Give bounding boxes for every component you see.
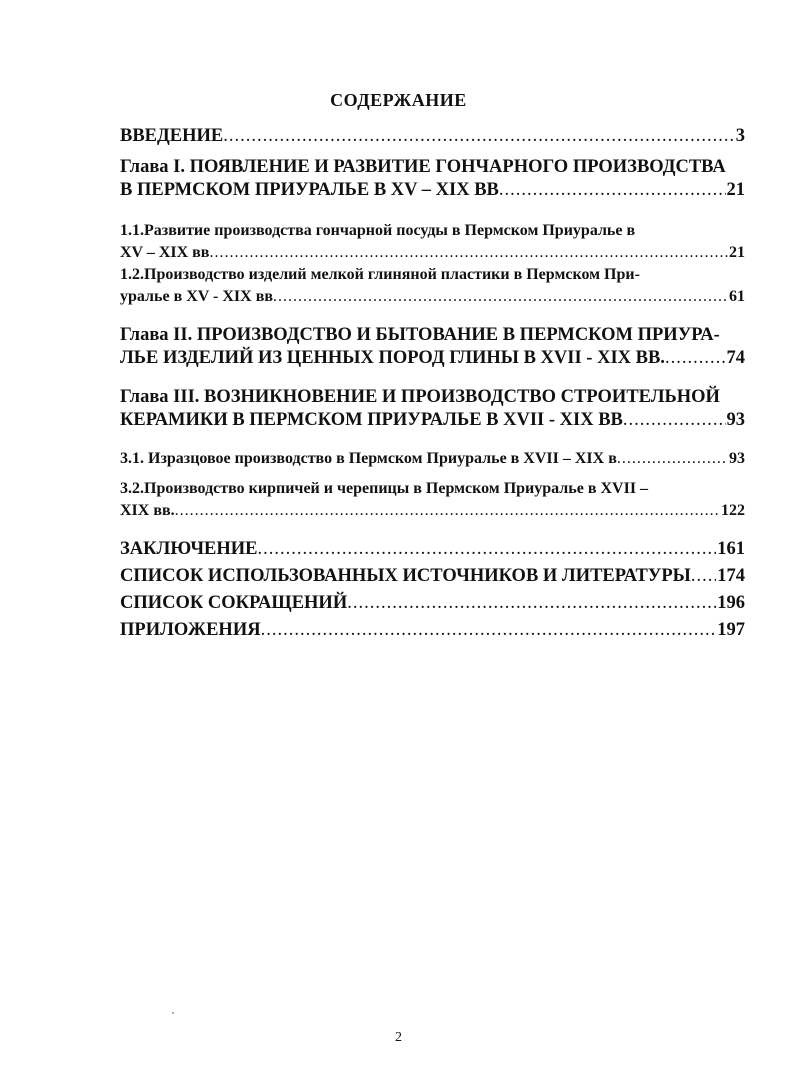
- toc-entry-label-line: 3.2.Производство кирпичей и черепицы в Пермском Приуралье в XVII –: [120, 480, 649, 497]
- toc-entry-sources: [120, 565, 745, 588]
- toc-entry-section-1-2: [120, 264, 745, 308]
- table-of-contents: [120, 125, 745, 642]
- dot-leader: [175, 500, 720, 522]
- toc-entry-label-line: 1.1.Развитие производства гончарной посуды в Пермском Приуралье в: [120, 222, 636, 239]
- toc-page-number: 197: [717, 620, 745, 640]
- toc-entry-appendices: [120, 619, 745, 642]
- toc-page-number: 21: [729, 244, 745, 261]
- dot-leader: [347, 592, 716, 615]
- toc-entry-label: XV – XIX вв: [120, 244, 210, 261]
- dot-leader: [691, 565, 716, 588]
- dot-leader: [258, 538, 717, 561]
- toc-page-number: 21: [726, 180, 745, 200]
- toc-entry-section-1-1: [120, 220, 745, 264]
- toc-entry-chapter-2: [120, 324, 745, 370]
- toc-title: СОДЕРЖАНИЕ: [330, 90, 467, 110]
- dot-leader: [665, 347, 726, 370]
- toc-entry-label: 3.1. Изразцовое производство в Пермском Приуралье в XVII – XIX в: [120, 450, 617, 467]
- toc-entry-label: ЗАКЛЮЧЕНИЕ: [120, 539, 258, 559]
- toc-entry-conclusion: [120, 538, 745, 561]
- toc-page-number: 174: [717, 566, 745, 586]
- dot-leader: [261, 619, 717, 642]
- toc-entry-label-line: Глава II. ПРОИЗВОДСТВО И БЫТОВАНИЕ В ПЕРМСКОМ ПРИУРА-: [120, 325, 720, 345]
- toc-entry-label: ВВЕДЕНИЕ: [120, 126, 224, 146]
- toc-entry-label: XIX вв.: [120, 502, 175, 519]
- toc-page-number: 3: [735, 126, 745, 146]
- toc-entry-section-3-2: [120, 478, 745, 522]
- toc-entry-abbreviations: [120, 592, 745, 615]
- toc-entry-label: В ПЕРМСКОМ ПРИУРАЛЬЕ В XV – XIX ВВ: [120, 180, 499, 200]
- dot-leader: [273, 286, 728, 308]
- toc-entry-chapter-3: [120, 386, 745, 432]
- toc-entry-label: ПРИЛОЖЕНИЯ: [120, 620, 261, 640]
- toc-entry-label-line: Глава I. ПОЯВЛЕНИЕ И РАЗВИТИЕ ГОНЧАРНОГО ПРОИЗВОДСТВА: [120, 157, 726, 177]
- toc-entry-label: СПИСОК ИСПОЛЬЗОВАННЫХ ИСТОЧНИКОВ И ЛИТЕРАТУРЫ: [120, 566, 691, 586]
- toc-entry-label-line: Глава III. ВОЗНИКНОВЕНИЕ И ПРОИЗВОДСТВО СТРОИТЕЛЬНОЙ: [120, 387, 720, 407]
- toc-entry-label-line: 1.2.Производство изделий мелкой глиняной пластики в Пермском При-: [120, 266, 640, 283]
- toc-entry-section-3-1: [120, 448, 745, 470]
- toc-page-number: 61: [729, 288, 745, 305]
- toc-page-number: 161: [717, 539, 745, 559]
- toc-page-number: 93: [726, 410, 745, 430]
- toc-page-number: 122: [721, 502, 745, 519]
- toc-entry-introduction: [120, 125, 745, 148]
- dot-leader: [499, 179, 726, 202]
- toc-page-number: 196: [717, 593, 745, 613]
- dot-leader: [223, 125, 735, 148]
- dot-leader: [623, 409, 726, 432]
- toc-entry-label: СПИСОК СОКРАЩЕНИЙ: [120, 593, 348, 613]
- toc-entry-label: КЕРАМИКИ В ПЕРМСКОМ ПРИУРАЛЬЕ В XVII - XIX ВВ: [120, 410, 623, 430]
- page-number: 2: [395, 1030, 402, 1045]
- toc-page-number: 93: [729, 450, 745, 467]
- dot-leader: [617, 448, 728, 470]
- toc-entry-label: уралье в XV - XIX вв: [120, 288, 273, 305]
- toc-entry-chapter-1: [120, 156, 745, 202]
- toc-page-number: 74: [726, 348, 745, 368]
- toc-entry-label: ЛЬЕ ИЗДЕЛИЙ ИЗ ЦЕННЫХ ПОРОД ГЛИНЫ В XVII - XIX ВВ.: [120, 348, 665, 368]
- scan-speck: [172, 1012, 174, 1014]
- dot-leader: [209, 242, 728, 264]
